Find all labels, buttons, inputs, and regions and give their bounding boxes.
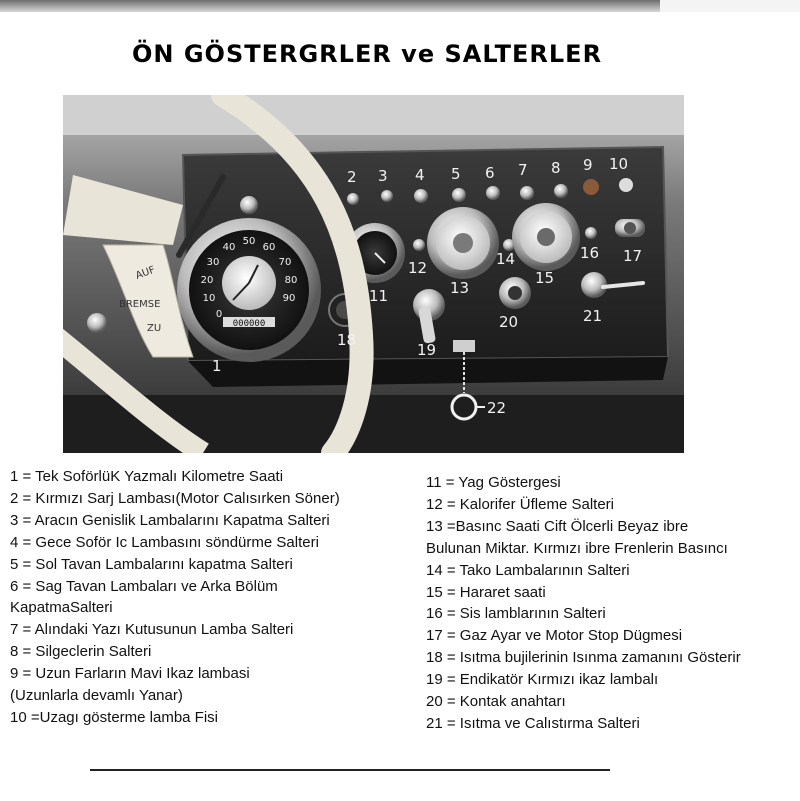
odometer-readout: 000000	[232, 319, 266, 329]
callout-10: 10	[609, 155, 629, 173]
dashboard-photo	[63, 95, 684, 453]
legend-item: 11 = Yag Göstergesi	[426, 474, 561, 491]
legend-item: 5 = Sol Tavan Lambalarını kapatma Salteri	[10, 555, 293, 573]
callout-9: 9	[583, 156, 593, 174]
legend-item: 13 =Basınc Saati Cift Ölcerli Beyaz ibre	[426, 517, 689, 535]
brake-label-top: AUF	[134, 264, 157, 282]
callout-4: 4	[415, 166, 425, 184]
brake-label-bottom: ZU	[147, 323, 162, 334]
legend-right-column	[426, 472, 741, 735]
speedo-tick: 90	[282, 293, 296, 304]
legend-item: 20 = Kontak anahtarı	[426, 693, 566, 711]
callout-2: 2	[347, 168, 357, 186]
legend-item: 21 = Isıtma ve Calıstırma Salteri	[426, 714, 640, 732]
callout-7: 7	[518, 161, 528, 179]
legend-item: 3 = Aracın Genislik Lambalarını Kapatma Salteri	[10, 511, 330, 529]
callout-12: 12	[408, 259, 428, 277]
callout-17: 17	[623, 247, 643, 265]
speedo-tick: 50	[242, 236, 256, 247]
callout-16: 16	[580, 244, 600, 262]
legend-item: 9 = Uzun Farların Mavi Ikaz lambasi	[10, 665, 250, 683]
legend-item: 19 = Endikatör Kırmızı ikaz lambalı	[426, 671, 659, 689]
fuel-stop-knob	[615, 219, 645, 237]
legend-item-continuation: Bulunan Miktar. Kırmızı ibre Frenlerin Basıncı	[426, 539, 728, 557]
legend-item: 2 = Kırmızı Sarj Lambası(Motor Calısırken Söner)	[10, 489, 340, 507]
callout-15: 15	[535, 269, 555, 287]
ignition-key	[499, 277, 531, 309]
pressure-gauge	[427, 207, 499, 279]
callout-13: 13	[450, 279, 470, 297]
bottom-divider	[90, 769, 610, 771]
callout-14: 14	[496, 250, 516, 268]
legend-item-continuation: KapatmaSalteri	[10, 599, 113, 617]
callout-11: 11	[369, 287, 389, 305]
callout-22: 22	[487, 399, 507, 417]
page-title: ÖN GÖSTERGRLER ve SALTERLER	[132, 40, 603, 68]
legend-left-column	[10, 466, 340, 729]
legend-item: 15 = Hararet saati	[426, 583, 546, 601]
callout-21: 21	[583, 307, 603, 325]
callout-6: 6	[485, 164, 495, 182]
brake-label-mid: BREMSE	[119, 299, 161, 310]
callout-5: 5	[451, 165, 461, 183]
legend-item: 4 = Gece Soför Ic Lambasını söndürme Salteri	[10, 533, 319, 551]
speedo-tick: 80	[284, 275, 298, 286]
legend-item: 18 = Isıtma bujilerinin Isınma zamanını Gösterir	[426, 649, 741, 667]
temperature-gauge	[512, 203, 580, 271]
top-bar-edge	[660, 0, 800, 12]
callout-8: 8	[551, 159, 561, 177]
legend-item: 6 = Sag Tavan Lambaları ve Arka Bölüm	[10, 577, 278, 595]
legend-item: 16 = Sis lamblarının Salteri	[426, 605, 606, 623]
legend-item: 8 = Silgeclerin Salteri	[10, 643, 152, 661]
callout-18: 18	[337, 331, 357, 349]
speedo-tick: 10	[202, 293, 216, 304]
legend-item: 10 =Uzagı gösterme lamba Fisi	[10, 708, 219, 726]
speedo-tick: 40	[222, 242, 236, 253]
speedo-tick: 70	[278, 257, 292, 268]
callout-19: 19	[417, 341, 437, 359]
callout-1: 1	[212, 357, 222, 375]
legend-item: 7 = Alındaki Yazı Kutusunun Lamba Salteri	[10, 621, 294, 639]
callout-3: 3	[378, 167, 388, 185]
speedo-tick: 60	[262, 242, 276, 253]
legend-item: 14 = Tako Lambalarının Salteri	[426, 561, 630, 579]
legend-item: 17 = Gaz Ayar ve Motor Stop Dügmesi	[426, 627, 683, 645]
legend-item: 12 = Kalorifer Üfleme Salteri	[426, 495, 614, 513]
legend-item-continuation: (Uzunlarla devamlı Yanar)	[10, 687, 183, 705]
speedo-tick: 30	[206, 257, 220, 268]
speedo-tick: 0	[215, 309, 223, 320]
callout-20: 20	[499, 313, 519, 331]
legend-item: 1 = Tek SoförlüK Yazmalı Kilometre Saati	[10, 468, 284, 485]
dashboard-illustration	[63, 95, 684, 453]
speedo-tick: 20	[200, 275, 214, 286]
